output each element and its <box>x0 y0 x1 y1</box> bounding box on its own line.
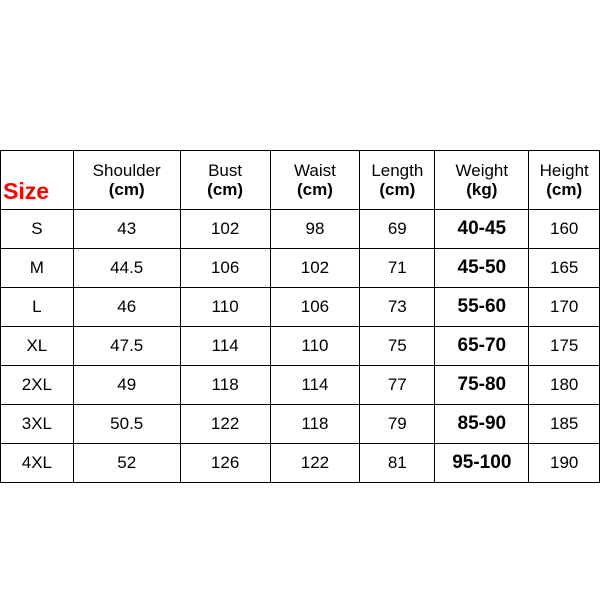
header-cell-height <box>529 151 600 210</box>
cell-waist: 110 <box>270 327 360 366</box>
header-unit-shoulder: (cm) <box>108 180 145 199</box>
cell-length: 73 <box>360 288 435 327</box>
cell-size: 4XL <box>1 444 74 483</box>
cell-weight: 55-60 <box>435 288 529 327</box>
header-cell-weight <box>435 151 529 210</box>
cell-waist: 118 <box>270 405 360 444</box>
cell-size: 3XL <box>1 405 74 444</box>
cell-size: 2XL <box>1 366 74 405</box>
cell-weight: 75-80 <box>435 366 529 405</box>
cell-waist: 114 <box>270 366 360 405</box>
table-row <box>1 366 600 405</box>
header-cell-size <box>1 151 74 210</box>
cell-bust: 126 <box>180 444 270 483</box>
cell-shoulder: 43 <box>73 210 180 249</box>
cell-bust: 106 <box>180 249 270 288</box>
cell-length: 69 <box>360 210 435 249</box>
header-label-height: Height <box>539 160 589 180</box>
cell-length: 81 <box>360 444 435 483</box>
table-row <box>1 288 600 327</box>
cell-size: S <box>1 210 74 249</box>
cell-weight: 45-50 <box>435 249 529 288</box>
header-unit-bust: (cm) <box>207 180 244 199</box>
header-label-bust: Bust <box>208 160 243 180</box>
header-unit-length: (cm) <box>379 180 416 199</box>
table-row <box>1 249 600 288</box>
cell-bust: 118 <box>180 366 270 405</box>
header-label-shoulder: Shoulder <box>92 160 161 180</box>
size-chart-table <box>0 150 600 483</box>
cell-height: 185 <box>529 405 600 444</box>
header-unit-waist: (cm) <box>297 180 333 199</box>
cell-waist: 106 <box>270 288 360 327</box>
cell-shoulder: 49 <box>73 366 180 405</box>
cell-shoulder: 47.5 <box>73 327 180 366</box>
cell-size: XL <box>1 327 74 366</box>
cell-height: 180 <box>529 366 600 405</box>
cell-shoulder: 44.5 <box>73 249 180 288</box>
cell-waist: 102 <box>270 249 360 288</box>
cell-size: M <box>1 249 74 288</box>
cell-weight: 95-100 <box>435 444 529 483</box>
header-row <box>1 151 600 210</box>
header-label-waist: Waist <box>294 160 336 180</box>
size-chart-container <box>0 150 600 483</box>
header-cell-length <box>360 151 435 210</box>
table-row <box>1 444 600 483</box>
cell-bust: 114 <box>180 327 270 366</box>
header-cell-waist <box>270 151 360 210</box>
cell-height: 170 <box>529 288 600 327</box>
cell-height: 165 <box>529 249 600 288</box>
cell-shoulder: 50.5 <box>73 405 180 444</box>
cell-length: 79 <box>360 405 435 444</box>
table-body <box>1 210 600 483</box>
table-row <box>1 327 600 366</box>
cell-size: L <box>1 288 74 327</box>
header-cell-bust <box>180 151 270 210</box>
cell-length: 75 <box>360 327 435 366</box>
cell-bust: 110 <box>180 288 270 327</box>
header-unit-height: (cm) <box>546 180 583 199</box>
header-label-length: Length <box>371 160 424 180</box>
cell-weight: 40-45 <box>435 210 529 249</box>
cell-length: 77 <box>360 366 435 405</box>
cell-waist: 98 <box>270 210 360 249</box>
table-row <box>1 210 600 249</box>
cell-height: 175 <box>529 327 600 366</box>
cell-length: 71 <box>360 249 435 288</box>
cell-weight: 65-70 <box>435 327 529 366</box>
cell-bust: 122 <box>180 405 270 444</box>
cell-waist: 122 <box>270 444 360 483</box>
size-label: Size <box>3 178 50 205</box>
cell-bust: 102 <box>180 210 270 249</box>
header-unit-weight: (kg) <box>466 180 498 199</box>
cell-weight: 85-90 <box>435 405 529 444</box>
header-label-weight: Weight <box>455 160 509 180</box>
cell-shoulder: 46 <box>73 288 180 327</box>
table-header <box>1 151 600 210</box>
cell-height: 190 <box>529 444 600 483</box>
header-cell-shoulder <box>73 151 180 210</box>
table-row <box>1 405 600 444</box>
cell-shoulder: 52 <box>73 444 180 483</box>
cell-height: 160 <box>529 210 600 249</box>
